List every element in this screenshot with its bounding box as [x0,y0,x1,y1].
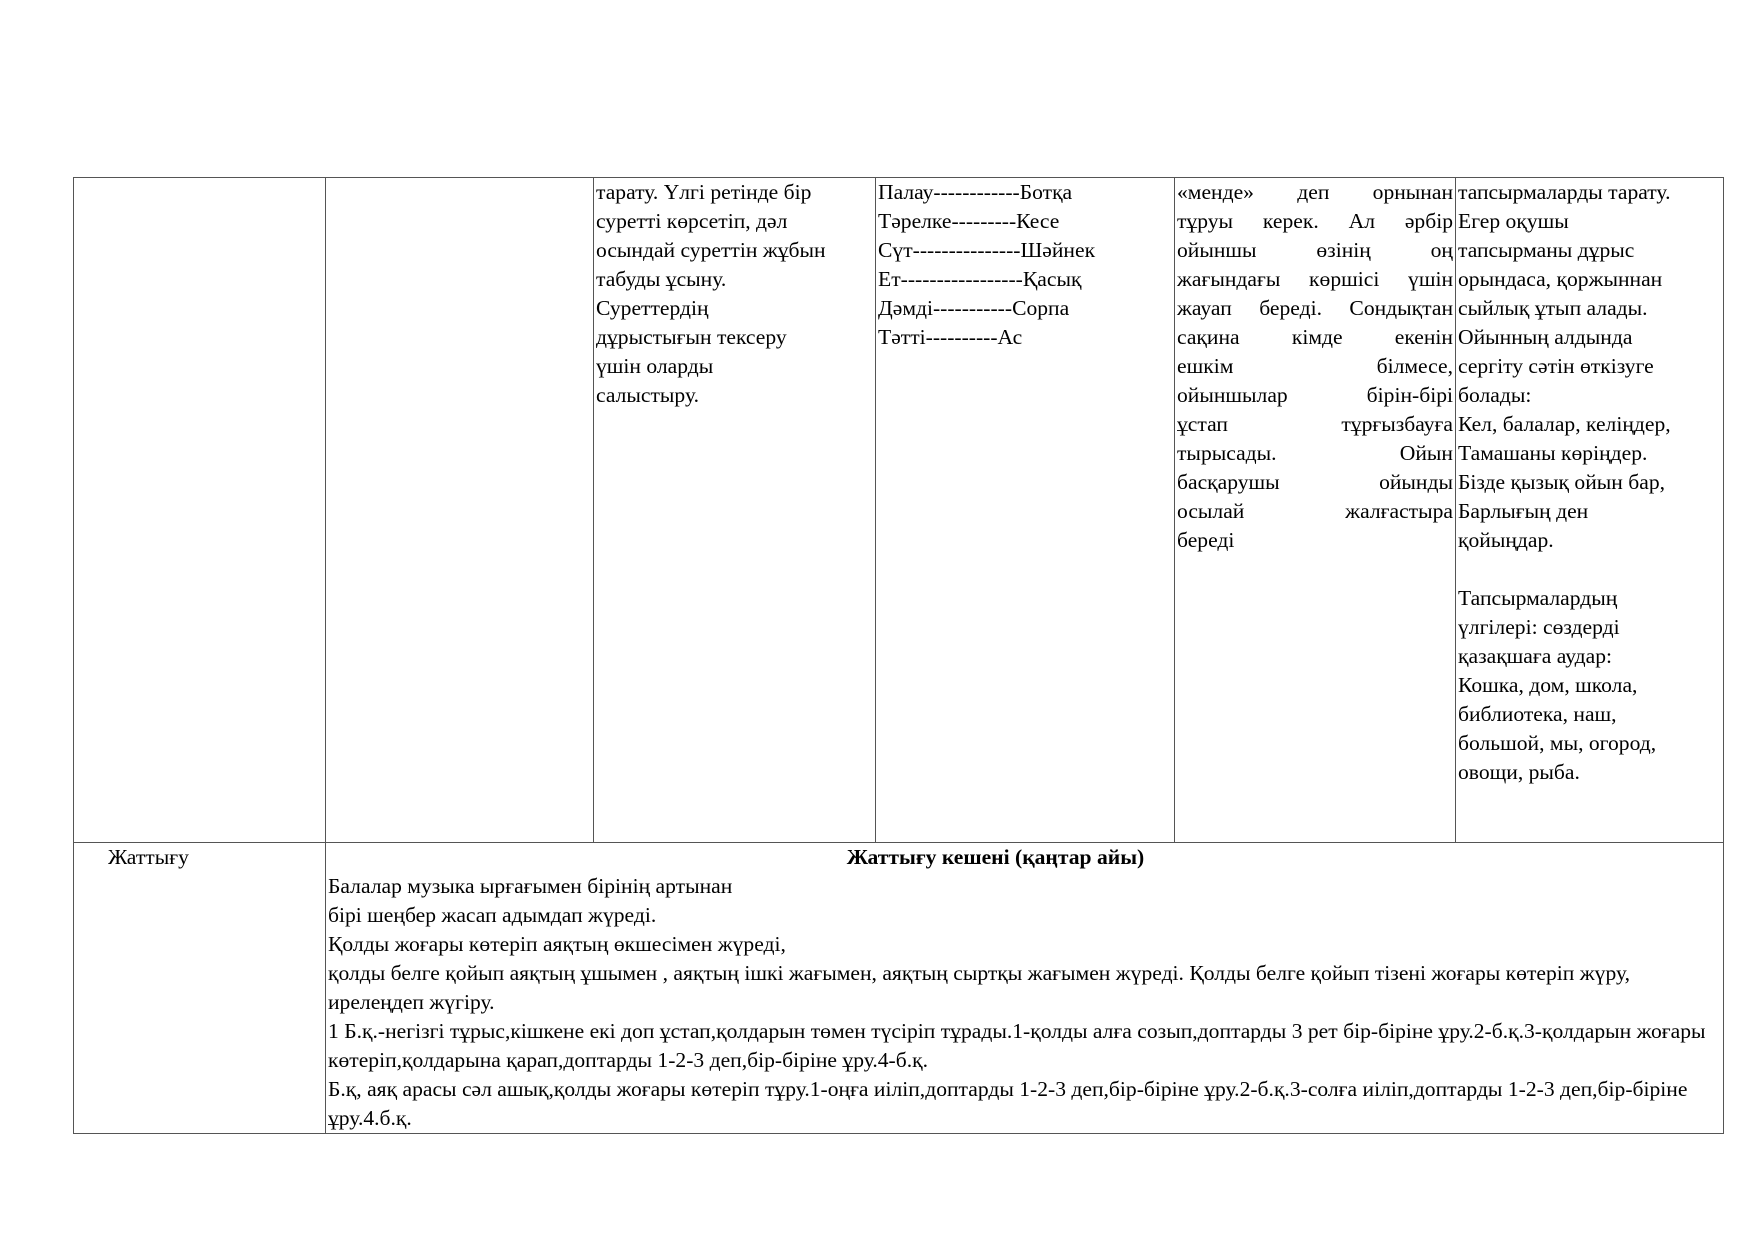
text-line: большой, мы, огород, [1458,731,1657,755]
text-line: орындаса, қоржыннан [1458,267,1663,291]
text-line: тапсырмаларды тарату. [1458,180,1671,204]
table-cell-empty [326,178,594,843]
text-line: Тапсырмалардың [1458,586,1618,610]
text-line: жағындағы көршісі үшін [1177,267,1453,291]
text-line: сыйлық ұтып алады. [1458,296,1648,320]
exercise-line: қолды белге қойып аяқтың ұшымен , аяқтың ішкі жағымен, аяқтың сыртқы жағымен жүреді. Қолды белге қойып тізені жоғары көтеріп жүру, ирелеңдеп жүгіру. [328,961,1631,1014]
exercise-line: Балалар музыка ырғағымен бірінің артынан [328,874,733,898]
text-line: салыстыру. [596,383,699,407]
table-cell-instructions [594,178,876,843]
word-pair: Палау------------Ботқа [878,180,1073,204]
table-row [74,178,1724,843]
text-line: жауап береді. Сондықтан [1177,296,1453,320]
table-cell-tasks [1456,178,1724,843]
word-pair: Сүт---------------Шәйнек [878,238,1096,262]
text-line: сергіту сәтін өткізуге [1458,354,1654,378]
lesson-plan-table [73,177,1724,1134]
poem-line: Бізде қызық ойын бар, [1458,470,1666,494]
exercise-line: бірі шеңбер жасап адымдап жүреді. [328,903,657,927]
text-line: табуды ұсыну. [596,267,727,291]
text-line: Суреттердің [596,296,709,320]
poem-line: Кел, балалар, келіңдер, [1458,412,1671,436]
text-line: Кошка, дом, школа, [1458,673,1638,697]
text-line: болады: [1458,383,1532,407]
exercise-content-cell [326,843,1724,1134]
text-line: қазақшаға аудар: [1458,644,1613,668]
text-line: овощи, рыба. [1458,760,1580,784]
word-pair: Ет-----------------Қасық [878,267,1082,291]
word-pair: Тәрелке---------Кесе [878,209,1060,233]
poem-line: Тамашаны көріңдер. [1458,441,1648,465]
text-line: библиотека, наш, [1458,702,1617,726]
exercise-line: 1 Б.қ.-негізгі тұрыс,кішкене екі доп ұстап,қолдарын төмен түсіріп тұрады.1-қолды алға созып,доптарды 3 рет бір-біріне ұру.2-б.қ.3-қолдарын жоғары көтеріп,қолдарына қарап,доптарды 1-2-3 деп,бір-біріне ұру.4-б.қ. [328,1019,1706,1072]
text-line: ойыншылар бірін-бірі [1177,383,1453,407]
exercise-title: Жаттығу кешені (қаңтар айы) [846,845,1145,869]
text-line: сақина кімде екенін [1177,325,1453,349]
text-line: ойыншы өзінің оң [1177,238,1453,262]
table-row [74,843,1724,1134]
text-line: тырысады. Ойын [1177,441,1453,465]
text-line: «менде» деп орнынан [1177,180,1453,204]
text-line: осылай жалғастыра [1177,499,1453,523]
blank-line [1458,555,1723,584]
poem-line: қойыңдар. [1458,528,1554,552]
text-line: басқарушы ойынды [1177,470,1453,494]
text-line: үлгілері: сөздерді [1458,615,1620,639]
text-line: осындай суреттін жұбын [596,238,826,262]
table-cell-empty [74,178,326,843]
text-line: Егер оқушы [1458,209,1569,233]
exercise-label-cell [74,843,326,1134]
poem-line: Барлығың ден [1458,499,1589,523]
text-line: береді [1177,528,1235,552]
word-pair: Тәтті----------Ас [878,325,1023,349]
text-line: тапсырманы дұрыс [1458,238,1635,262]
text-line: ешкім білмесе, [1177,354,1453,378]
exercise-line: Б.қ, аяқ арасы сәл ашық,қолды жоғары көтеріп тұру.1-оңға иіліп,доптарды 1-2-3 деп,бір-біріне ұру.2-б.қ.3-солға иіліп,доптарды 1-2-3 деп,бір-біріне ұру.4.б.қ. [328,1077,1688,1130]
text-line: үшін оларды [596,354,714,378]
exercise-line: Қолды жоғары көтеріп аяқтың өкшесімен жүреді, [328,932,786,956]
word-pair: Дәмді-----------Сорпа [878,296,1070,320]
text-line: Ойынның алдында [1458,325,1633,349]
text-line: тарату. Үлгі ретінде бір [596,180,812,204]
text-line: суретті көрсетіп, дәл [596,209,788,233]
text-line: ұстап тұрғызбауға [1177,412,1453,436]
text-line: дұрыстығын тексеру [596,325,787,349]
table-cell-game-rules [1175,178,1456,843]
table-cell-word-pairs [876,178,1175,843]
text-line: тұруы керек. Ал әрбір [1177,209,1453,233]
exercise-label: Жаттығу [108,845,189,869]
